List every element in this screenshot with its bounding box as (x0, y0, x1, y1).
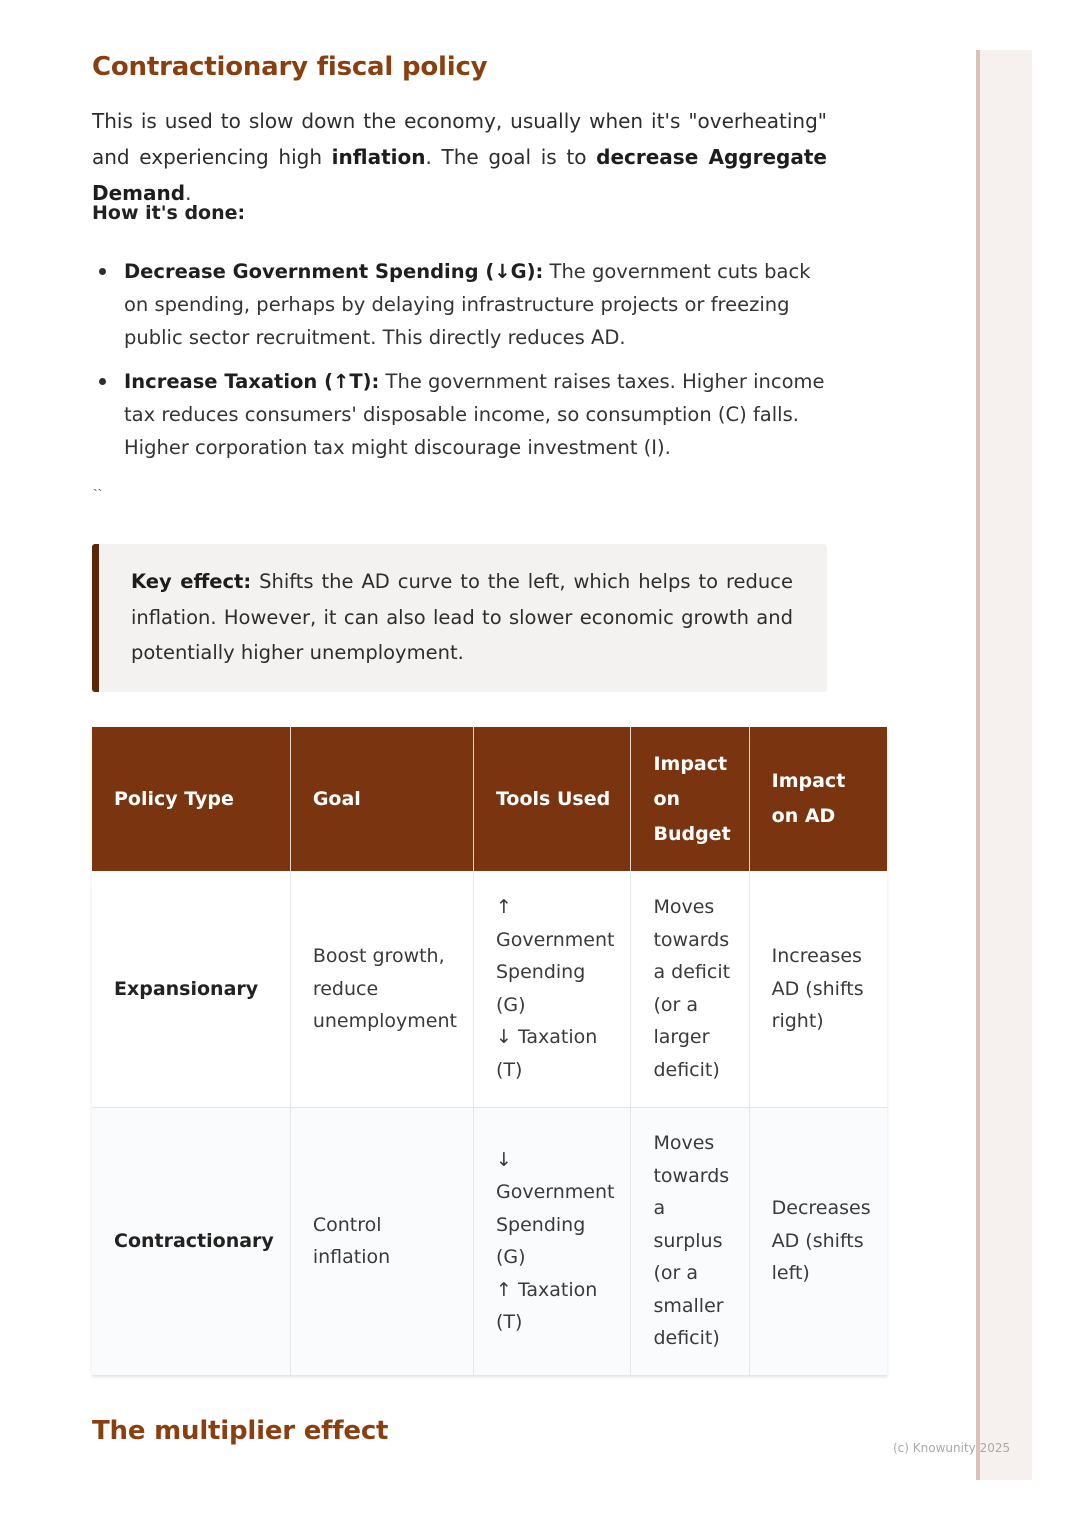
intro-bold-decrease-ad: decrease Aggregate Demand (92, 145, 827, 205)
cell-tools (473, 871, 630, 1107)
table-row (92, 1107, 887, 1375)
copyright-footer: (c) Knowunity 2025 (893, 1441, 1011, 1455)
tool-line: ↑ Taxation (T) (495, 1278, 598, 1333)
section-title-multiplier: The multiplier effect (92, 1416, 389, 1446)
list-item (92, 365, 832, 464)
policy-comparison-table (92, 727, 887, 1376)
intro-text-3: . (185, 181, 192, 205)
cell-impact-ad: Increases AD (shifts right) (749, 871, 886, 1107)
header-goal: Goal (290, 727, 473, 871)
bullet-bold-label: Increase Taxation (↑T): (124, 370, 380, 393)
cell-goal: Boost growth, reduce unemployment (290, 871, 473, 1107)
bullet-bold-label: Decrease Government Spending (↓G): (124, 260, 544, 283)
header-tools-used: Tools Used (473, 727, 630, 871)
intro-bold-inflation: inflation (331, 145, 426, 169)
callout-bold-label: Key effect: (131, 570, 252, 593)
page-side-strip (976, 50, 1032, 1480)
how-its-done-heading: How it's done: (92, 202, 246, 224)
cell-impact-budget: Moves towards a deficit (or a larger deficit) (631, 871, 749, 1107)
cell-impact-ad: Decreases AD (shifts left) (749, 1107, 886, 1375)
list-item (92, 255, 832, 354)
header-impact-on-ad: Impact on AD (749, 727, 886, 871)
cell-goal: Control inflation (290, 1107, 473, 1375)
intro-text-1: This is used to slow down the economy, usually when it's "overheating" and experiencing high (92, 109, 827, 169)
table-row (92, 871, 887, 1107)
tool-line: ↑ Government Spending (G) (495, 896, 615, 1016)
table-header-row (92, 727, 887, 871)
header-impact-on-budget: Impact on Budget (631, 727, 749, 871)
cell-policy-type: Contractionary (92, 1107, 290, 1375)
tools-bullet-list (92, 255, 832, 475)
callout-text (131, 564, 793, 671)
bullet-text: The government raises taxes. Higher income tax reduces consumers' disposable income, so consumption (C) falls. Higher corporation tax might discourage investment (I). (124, 370, 825, 459)
bullet-text: The government cuts back on spending, perhaps by delaying infrastructure projects or freezing public sector recruitment. This directly reduces AD. (124, 260, 811, 349)
tool-line: ↓ Taxation (T) (495, 1026, 598, 1081)
bullet-dot-icon (99, 378, 106, 385)
cell-policy-type: Expansionary (92, 871, 290, 1107)
header-policy-type: Policy Type (92, 727, 290, 871)
intro-paragraph (92, 103, 827, 211)
section-title-contractionary: Contractionary fiscal policy (92, 52, 488, 82)
tool-line: ↓ Government Spending (G) (495, 1148, 615, 1268)
stray-backticks: `` (93, 486, 103, 502)
key-effect-callout (92, 544, 827, 692)
intro-text-2: . The goal is to (425, 145, 597, 169)
callout-body: Shifts the AD curve to the left, which helps to reduce inflation. However, it can also lead to slower economic growth and potentially higher unemployment. (131, 570, 793, 664)
bullet-dot-icon (99, 268, 106, 275)
cell-tools (473, 1107, 630, 1375)
cell-impact-budget: Moves towards a surplus (or a smaller deficit) (631, 1107, 749, 1375)
